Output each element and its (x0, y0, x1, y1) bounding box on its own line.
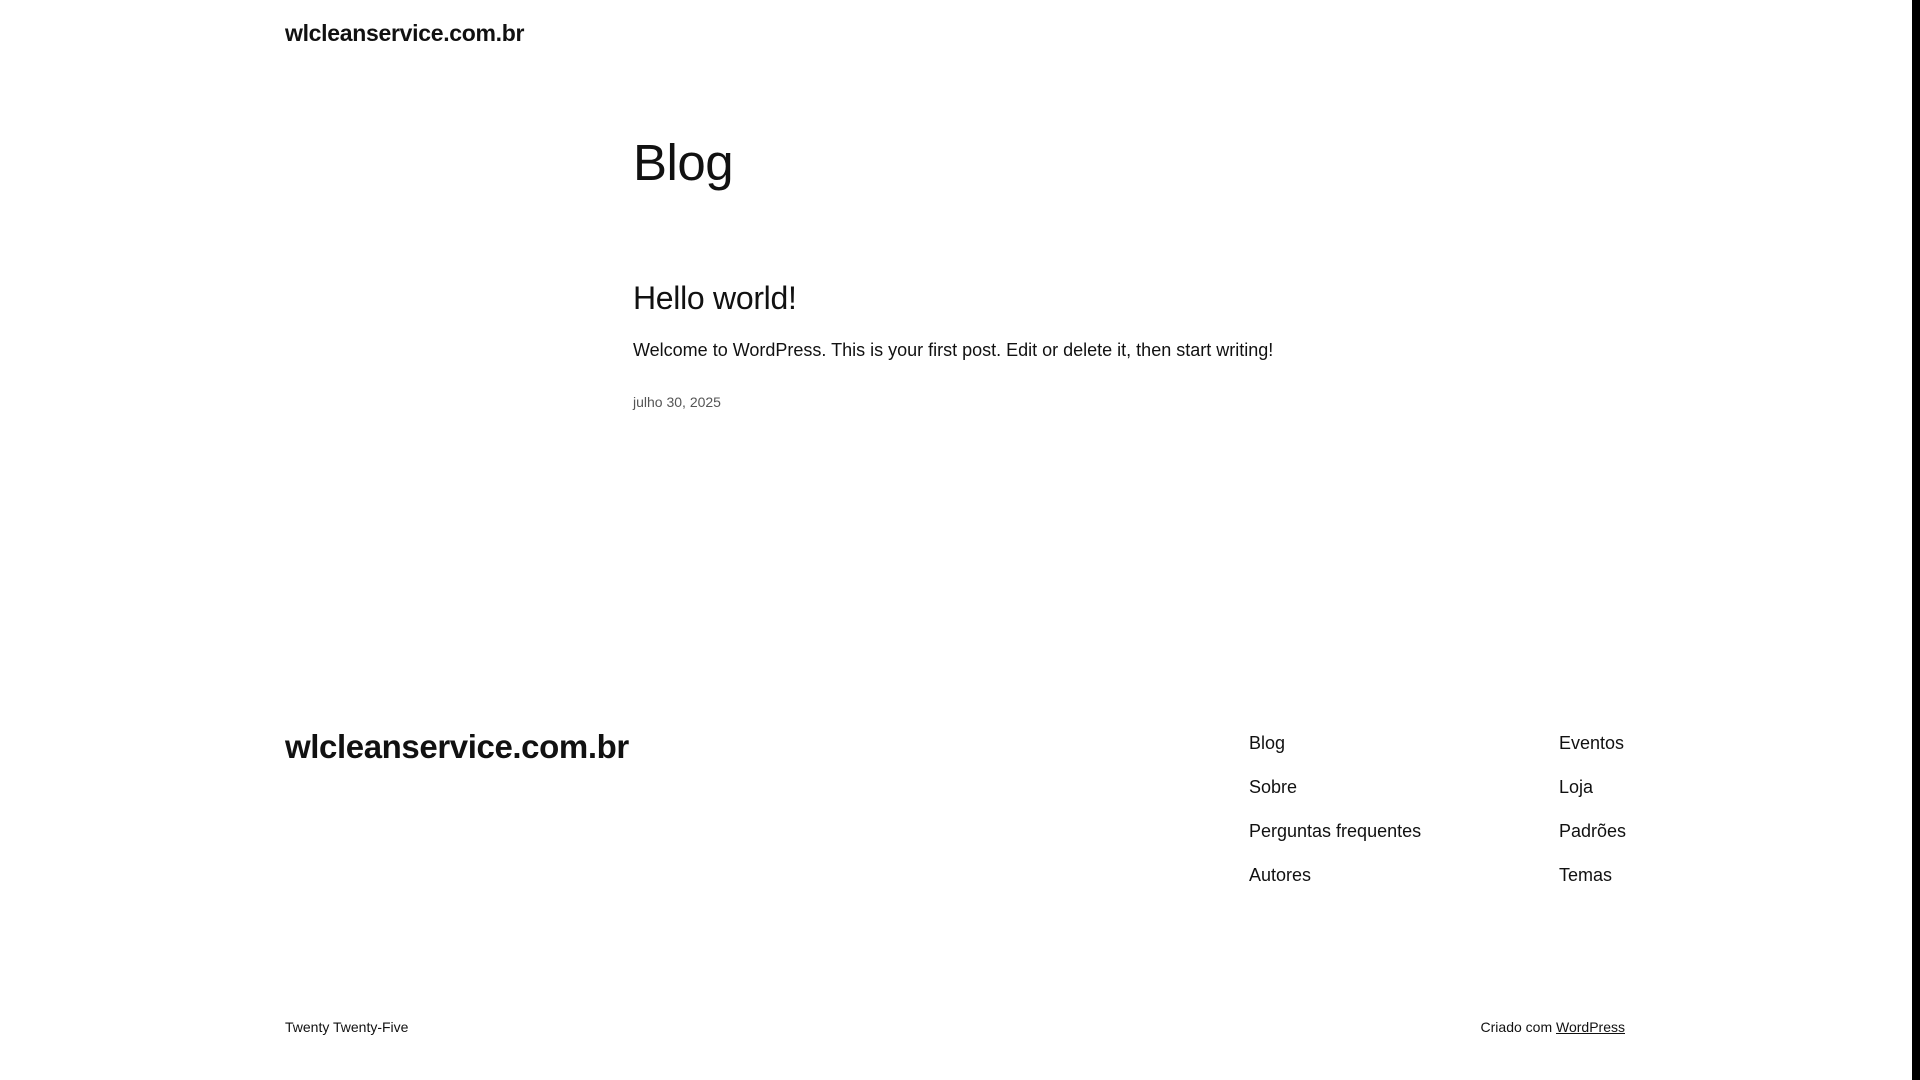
post-date-link[interactable]: julho 30, 2025 (633, 394, 721, 410)
footer-nav-eventos[interactable]: Eventos (1559, 733, 1625, 753)
footer-nav-column-2 (1559, 730, 1626, 906)
footer-nav-perguntas-frequentes[interactable]: Perguntas frequentes (1249, 821, 1422, 841)
post-excerpt: Welcome to WordPress. This is your first post. Edit or delete it, then start writing! (633, 340, 1274, 360)
site-title-link[interactable]: wlcleanservice.com.br (285, 20, 525, 46)
footer-nav-temas[interactable]: Temas (1559, 865, 1613, 885)
footer-nav-loja[interactable]: Loja (1559, 777, 1594, 797)
page-title: Blog (633, 134, 734, 191)
footer-nav-sobre[interactable]: Sobre (1249, 777, 1298, 797)
footer-nav-padroes[interactable]: Padrões (1559, 821, 1627, 841)
footer-nav-column-1 (1249, 730, 1421, 906)
vertical-scrollbar[interactable] (1912, 0, 1920, 1080)
wordpress-link[interactable]: WordPress (1556, 1019, 1625, 1035)
footer-nav-blog[interactable]: Blog (1249, 733, 1286, 753)
theme-credit: Twenty Twenty-Five (285, 1019, 409, 1035)
footer-nav-autores[interactable]: Autores (1249, 865, 1312, 885)
powered-by-prefix: Criado com (1480, 1019, 1553, 1035)
powered-by (1481, 1019, 1625, 1035)
post-title-link[interactable]: Hello world! (633, 280, 797, 316)
footer-site-title-link[interactable]: wlcleanservice.com.br (285, 728, 629, 765)
